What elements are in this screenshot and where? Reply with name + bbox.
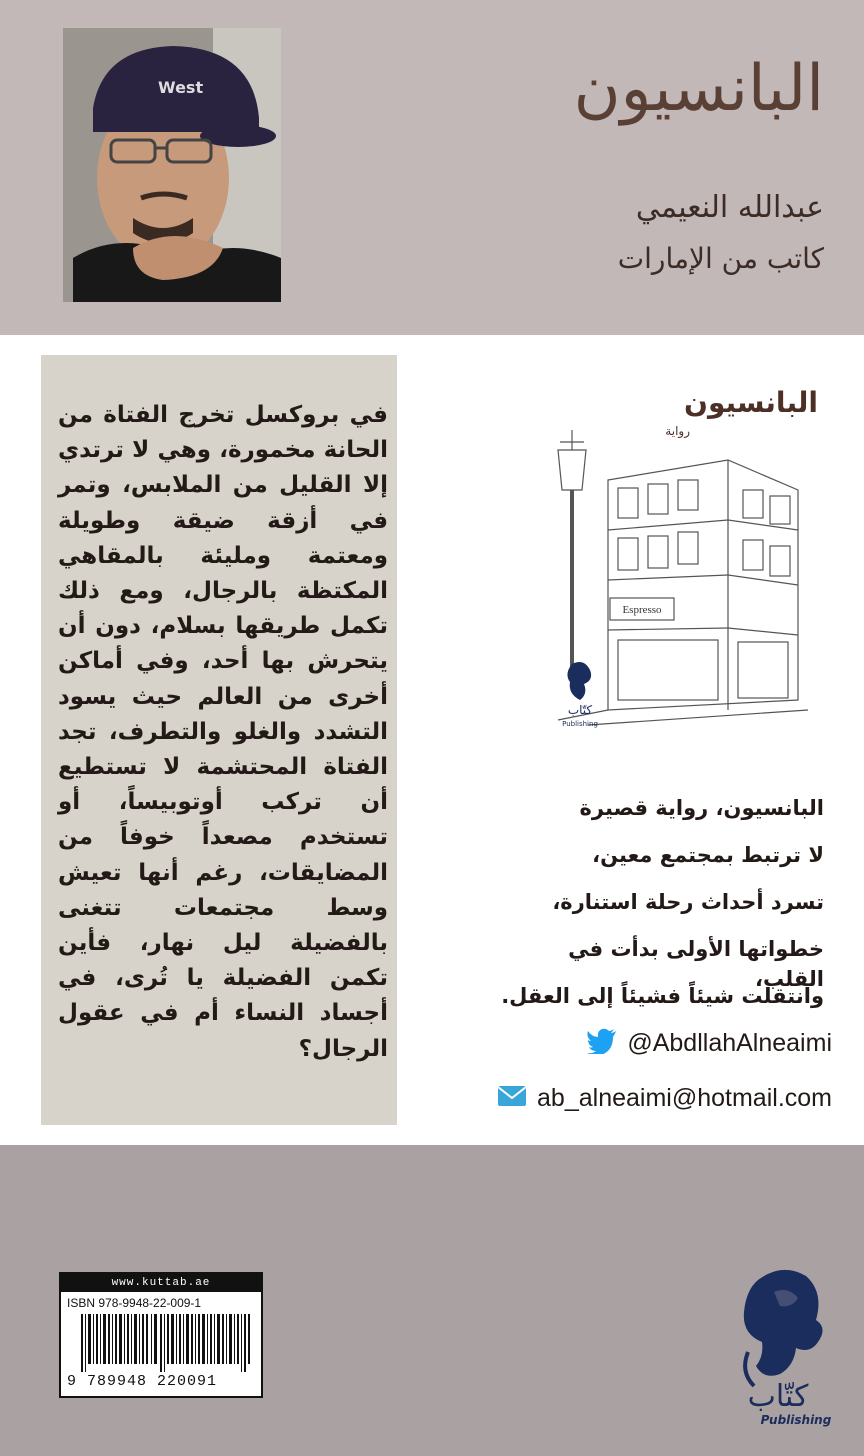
- thumbnail-title: البانسيون: [684, 386, 818, 419]
- twitter-contact[interactable]: [587, 1026, 832, 1060]
- publisher-logo: [718, 1262, 838, 1432]
- publisher-name-ar: كتّاب: [747, 1379, 809, 1414]
- barcode: [59, 1272, 263, 1398]
- shop-sign: Espresso: [622, 604, 662, 616]
- barcode-digits: 9 789948 220091: [67, 1373, 218, 1390]
- author-name: عبدالله النعيمي: [635, 190, 824, 225]
- email-address[interactable]: ab_alneaimi@hotmail.com: [537, 1083, 832, 1112]
- author-photo: [63, 28, 281, 302]
- synopsis-line: خطواتها الأولى بدأت في القلب،: [568, 937, 824, 991]
- synopsis: [494, 793, 824, 1028]
- thumb-publisher-en: Publishing: [562, 720, 598, 728]
- publisher-name-en: Publishing: [760, 1413, 832, 1427]
- cover-thumbnail: [548, 380, 820, 740]
- barcode-bars: [81, 1314, 251, 1372]
- synopsis-line: لا ترتبط بمجتمع معين،: [592, 843, 824, 867]
- author-origin: كاتب من الإمارات: [617, 242, 824, 275]
- blurb-text: في بروكسل تخرج الفتاة من الحانة مخمورة، وهي لا ترتدي إلا القليل من الملابس، وتمر في أزقة ضيقة وطويلة ومعتمة ومليئة بالمقاهي المكتظة بالرجال، ومع ذلك تكمل طريقها بسلام، دون أن يتحرش بها أحد، وفي أماكن أخرى من العالم حيث يسود التشدد والغلو والتطرف، تجد الفتاة المحتشمة لا تستطيع أن تركب أوتوبيساً، أو تستخدم مصعداً خوفاً من المضايقات، رغم أنها تعيش وسط مجتمعات تتغنى بالفضيلة ليل نهار، فأين تكمن الفضيلة يا تُرى، في أجساد النساء أم في عقول الرجال؟: [58, 402, 388, 1062]
- svg-text:West: West: [158, 78, 204, 97]
- thumbnail-subtitle: رواية: [665, 424, 690, 438]
- twitter-handle[interactable]: @AbdllahAlneaimi: [627, 1028, 832, 1057]
- twitter-bird-icon: [587, 1028, 617, 1058]
- publisher-url: www.kuttab.ae: [61, 1274, 261, 1292]
- envelope-icon: [497, 1085, 527, 1111]
- email-contact[interactable]: [497, 1081, 832, 1115]
- synopsis-line: تسرد أحداث رحلة استنارة،: [552, 890, 824, 914]
- isbn-label: ISBN 978-9948-22-009-1: [67, 1296, 202, 1310]
- synopsis-line: وانتقلت شيئاً فشيئاً إلى العقل.: [501, 984, 824, 1008]
- thumb-publisher-ar: كتّاب: [567, 703, 593, 717]
- synopsis-line: البانسيون، رواية قصيرة: [579, 796, 824, 820]
- book-title: البانسيون: [573, 52, 824, 126]
